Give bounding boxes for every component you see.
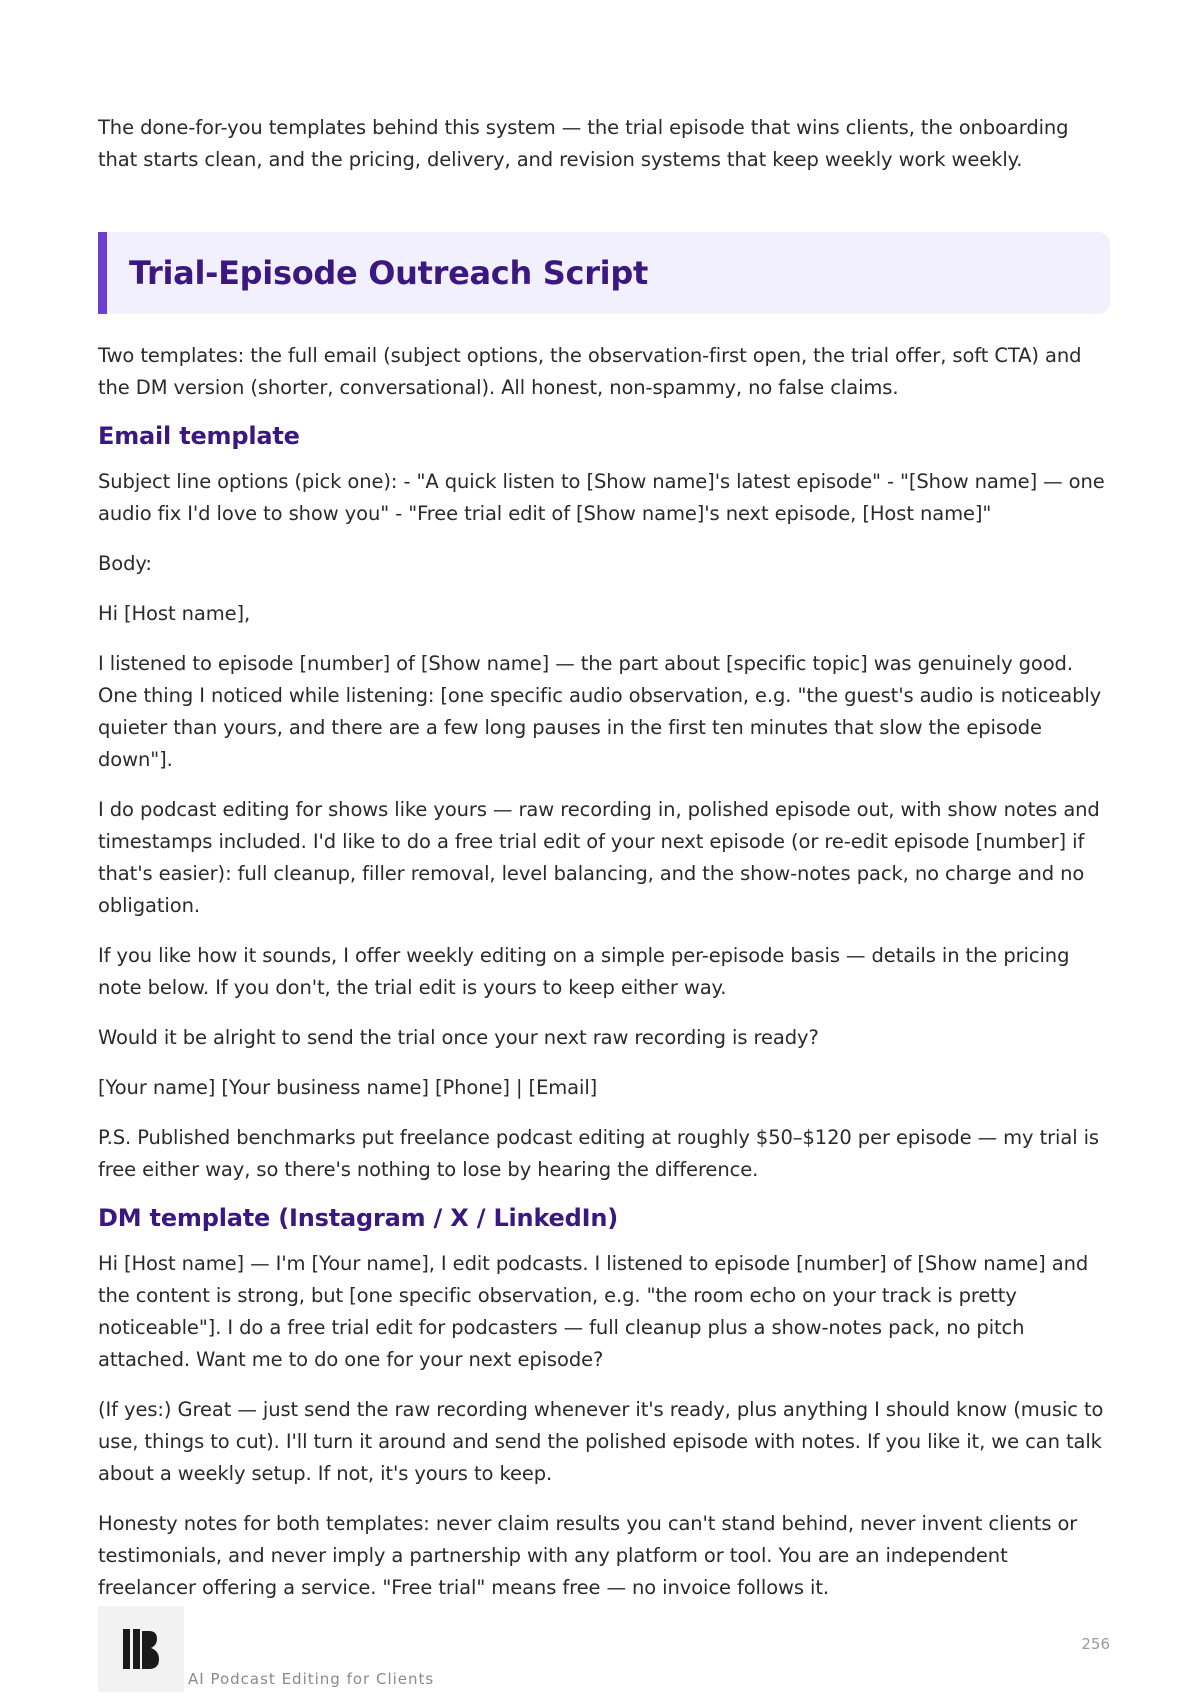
email-paragraph: I do podcast editing for shows like yours — raw recording in, polished episode out, with show notes and timestamps included. I'd like to do a free trial edit of your next episode (or re-edit episode [number] if that's easier): full cleanup, filler removal, level balancing, and the show-notes pack, no charge and no obligation. [98, 798, 1100, 917]
dm-paragraph: (If yes:) Great — just send the raw recording whenever it's ready, plus anything I should know (music to use, things to cut). I'll turn it around and send the polished episode with notes. If you like it, we can talk about a weekly setup. If not, it's yours to keep. [98, 1398, 1104, 1485]
email-signature: [Your name] [Your business name] [Phone] | [Email] [98, 1076, 598, 1099]
book-logo-icon [98, 1606, 184, 1692]
email-postscript: P.S. Published benchmarks put freelance podcast editing at roughly $50–$120 per episode — my trial is free either way, so there's nothing to lose by hearing the difference. [98, 1126, 1099, 1181]
email-greeting: Hi [Host name], [98, 602, 251, 625]
email-paragraph: If you like how it sounds, I offer weekly editing on a simple per-episode basis — details in the pricing note below. If you don't, the trial edit is yours to keep either way. [98, 944, 1070, 999]
section-intro: Two templates: the full email (subject options, the observation-first open, the trial offer, soft CTA) and the DM version (shorter, conversational). All honest, non-spammy, no false claims. [98, 344, 1082, 399]
section-title: Trial-Episode Outreach Script [129, 254, 648, 292]
honesty-notes: Honesty notes for both templates: never claim results you can't stand behind, never invent clients or testimonials, and never imply a partnership with any platform or tool. You are an independent freelancer offering a service. "Free trial" means free — no invoice follows it. [98, 1512, 1078, 1599]
intro-paragraph: The done-for-you templates behind this system — the trial episode that wins clients, the onboarding that starts clean, and the pricing, delivery, and revision systems that keep weekly work weekly. [98, 116, 1069, 171]
dm-template-heading: DM template (Instagram / X / LinkedIn) [98, 1204, 619, 1232]
email-paragraph: Would it be alright to send the trial once your next raw recording is ready? [98, 1026, 819, 1049]
page-content [98, 112, 1110, 1622]
page-number: 256 [1081, 1635, 1110, 1653]
email-paragraph: I listened to episode [number] of [Show name] — the part about [specific topic] was genuinely good. One thing I noticed while listening: [one specific audio observation, e.g. "the guest's audio is noticeably quieter than yours, and there are a few long pauses in the first ten minutes that slow the episode down"]. [98, 652, 1102, 771]
email-body-label: Body: [98, 552, 152, 575]
email-template-heading: Email template [98, 422, 300, 450]
email-subject-lines: Subject line options (pick one): - "A quick listen to [Show name]'s latest episode" - "[Show name] — one audio fix I'd love to show you" - "Free trial edit of [Show name]'s next episode, [Host name]" [98, 470, 1105, 525]
book-logo-glyph [121, 1627, 161, 1671]
section-banner [98, 232, 1110, 314]
dm-paragraph: Hi [Host name] — I'm [Your name], I edit podcasts. I listened to episode [number] of [Show name] and the content is strong, but [one specific observation, e.g. "the room echo on your track is pretty noticeable"]. I do a free trial edit for podcasters — full cleanup plus a show-notes pack, no pitch attached. Want me to do one for your next episode? [98, 1252, 1089, 1371]
footer-book-title: AI Podcast Editing for Clients [188, 1670, 435, 1688]
